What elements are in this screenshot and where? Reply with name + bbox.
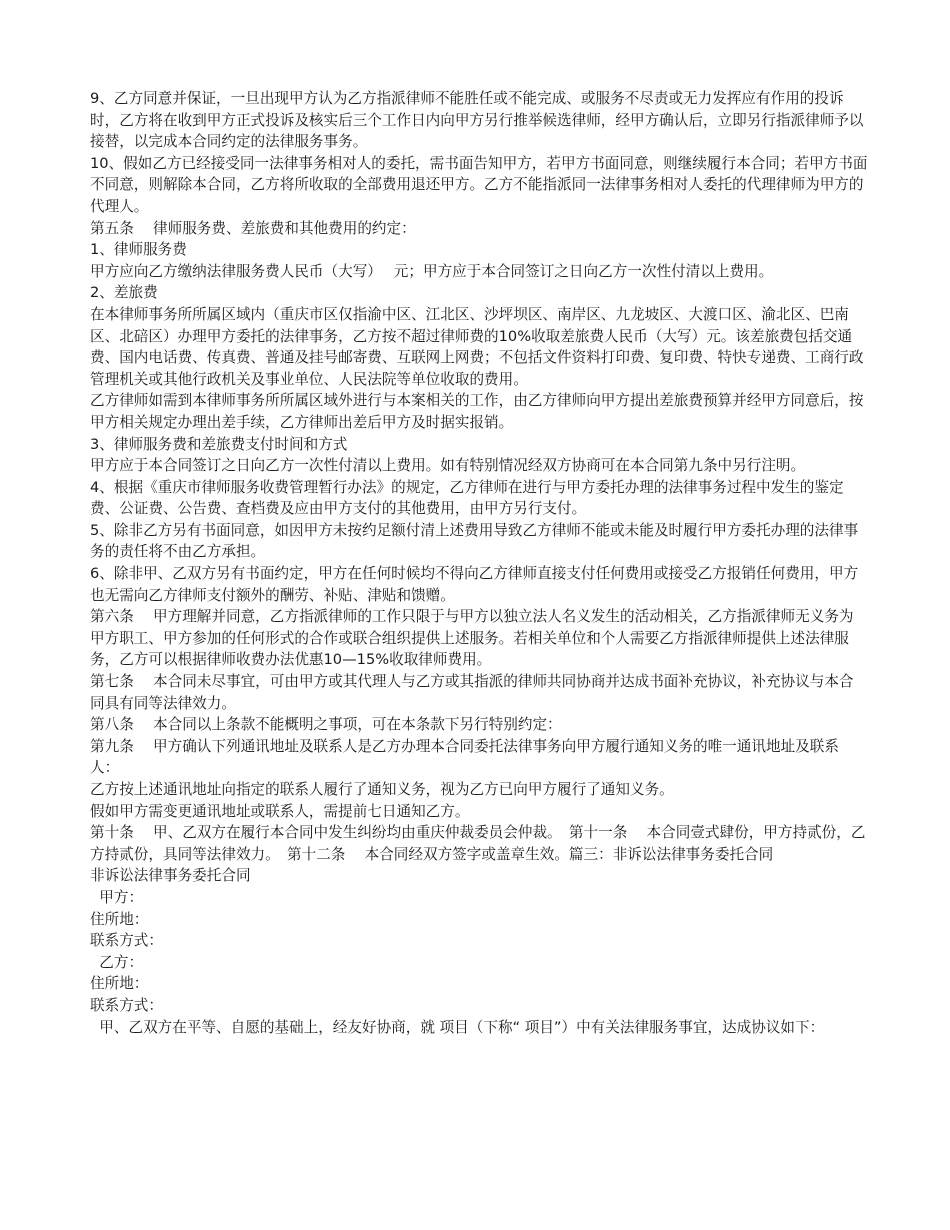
address-change-text: 假如甲方需变更通讯地址或联系人，需提前七日通知乙方。: [90, 802, 470, 820]
agreement-preamble: 甲、乙双方在平等、自愿的基础上，经友好协商，就 项目（下称“ 项目”）中有关法律服务事宜，达成协议如下：: [90, 1018, 825, 1036]
service-fee-text: 甲方应向乙方缴纳法律服务费人民币（大写） 元；甲方应于本合同签订之日向乙方一次性付清以上费用。: [90, 262, 774, 280]
clause-10-conflict: 10、假如乙方已经接受同一法律事务相对人的委托，需书面告知甲方，若甲方书面同意，则继续履行本合同；若甲方书面不同意，则解除本合同，乙方将所收取的全部费用退还甲方。乙方不能指派同一法律事务相对人委托的代理律师为甲方的代理人。: [90, 154, 868, 215]
articles-10-to-12: 第十条 甲、乙双方在履行本合同中发生纠纷均由重庆仲裁委员会仲裁。 第十一条 本合同壹式肆份，甲方持贰份，乙方持贰份，具同等法律效力。 第十二条 本合同经双方签字或盖章生效。篇三：非诉讼法律事务委托合同: [90, 824, 866, 863]
fee-section-1-heading: 1、律师服务费: [90, 241, 187, 259]
contract-title: 非诉讼法律事务委托合同: [90, 867, 251, 885]
fee-section-2-heading: 2、差旅费: [90, 284, 158, 302]
party-a-address-label: 住所地：: [90, 910, 149, 928]
article-6: 第六条 甲方理解并同意，乙方指派律师的工作只限于与甲方以独立法人名义发生的活动相关，乙方指派律师无义务为甲方职工、甲方参加的任何形式的合作或联合组织提供上述服务。若相关单位和个人需要乙方指派律师提供上述法律服务，乙方可以根据律师收费办法优惠10—15%收取律师费用。: [90, 608, 854, 669]
travel-outside-area-text: 乙方律师如需到本律师事务所所属区域外进行与本案相关的工作，由乙方律师向甲方提出差旅费预算并经甲方同意后，按甲方相关规定办理出差手续，乙方律师出差后甲方及时据实报销。: [90, 392, 864, 431]
payment-method-text: 甲方应于本合同签订之日向乙方一次性付清以上费用。如有特别情况经双方协商可在本合同第九条中另行注明。: [90, 457, 806, 475]
article-7: 第七条 本合同未尽事宜，可由甲方或其代理人与乙方或其指派的律师共同协商并达成书面补充协议，补充协议与本合同具有同等法律效力。: [90, 673, 854, 712]
party-a-label: 甲方：: [90, 888, 144, 906]
fee-item-4: 4、根据《重庆市律师服务收费管理暂行办法》的规定，乙方律师在进行与甲方委托办理的法律事务过程中发生的鉴定费、公证费、公告费、查档费及应由甲方支付的其他费用，由甲方另行支付。: [90, 478, 844, 518]
fee-section-3-heading: 3、律师服务费和差旅费支付时间和方式: [90, 435, 348, 453]
notice-performed-text: 乙方按上述通讯地址向指定的联系人履行了通知义务，视为乙方已向甲方履行了通知义务。: [90, 781, 674, 798]
article-8: 第八条 本合同以上条款不能概明之事项，可在本条款下另行特别约定：: [90, 716, 562, 734]
party-b-address-label: 住所地：: [90, 975, 149, 993]
fee-item-5: 5、除非乙方另有书面同意，如因甲方未按约足额付清上述费用导致乙方律师不能或未能及时履行甲方委托办理的法律事务的责任将不由乙方承担。: [90, 521, 859, 561]
article-9: 第九条 甲方确认下列通讯地址及联系人是乙方办理本合同委托法律事务向甲方履行通知义务的唯一通讯地址及联系人：: [90, 737, 839, 777]
article-5-heading: 第五条 律师服务费、差旅费和其他费用的约定：: [90, 219, 416, 237]
contract-document: [90, 88, 868, 1038]
clause-9-guarantee: 9、乙方同意并保证，一旦出现甲方认为乙方指派律师不能胜任或不能完成、或服务不尽责或无力发挥应有作用的投诉时，乙方将在收到甲方正式投诉及核实后三个工作日内向甲方另行推举候选律师，经甲方确认后，立即另行指派律师予以接替，以完成本合同约定的法律服务事务。: [90, 90, 864, 151]
party-b-label: 乙方：: [90, 953, 144, 971]
fee-item-6: 6、除非甲、乙双方另有书面约定，甲方在任何时候均不得向乙方律师直接支付任何费用或接受乙方报销任何费用，甲方也无需向乙方律师支付额外的酬劳、补贴、津贴和馈赠。: [90, 565, 859, 604]
party-b-contact-label: 联系方式：: [90, 996, 163, 1014]
party-a-contact-label: 联系方式：: [90, 932, 163, 950]
travel-fee-text: 在本律师事务所所属区域内（重庆市区仅指渝中区、江北区、沙坪坝区、南岸区、九龙坡区、大渡口区、渝北区、巴南区、北碚区）办理甲方委托的法律事务，乙方按不超过律师费的10%收取差旅费人民币（大写）元。该差旅费包括交通费、国内电话费、传真费、普通及挂号邮寄费、互联网上网费；不包括文件资料打印费、复印费、特快专递费、工商行政管理机关或其他行政机关及事业单位、人民法院等单位收取的费用。: [90, 305, 864, 388]
